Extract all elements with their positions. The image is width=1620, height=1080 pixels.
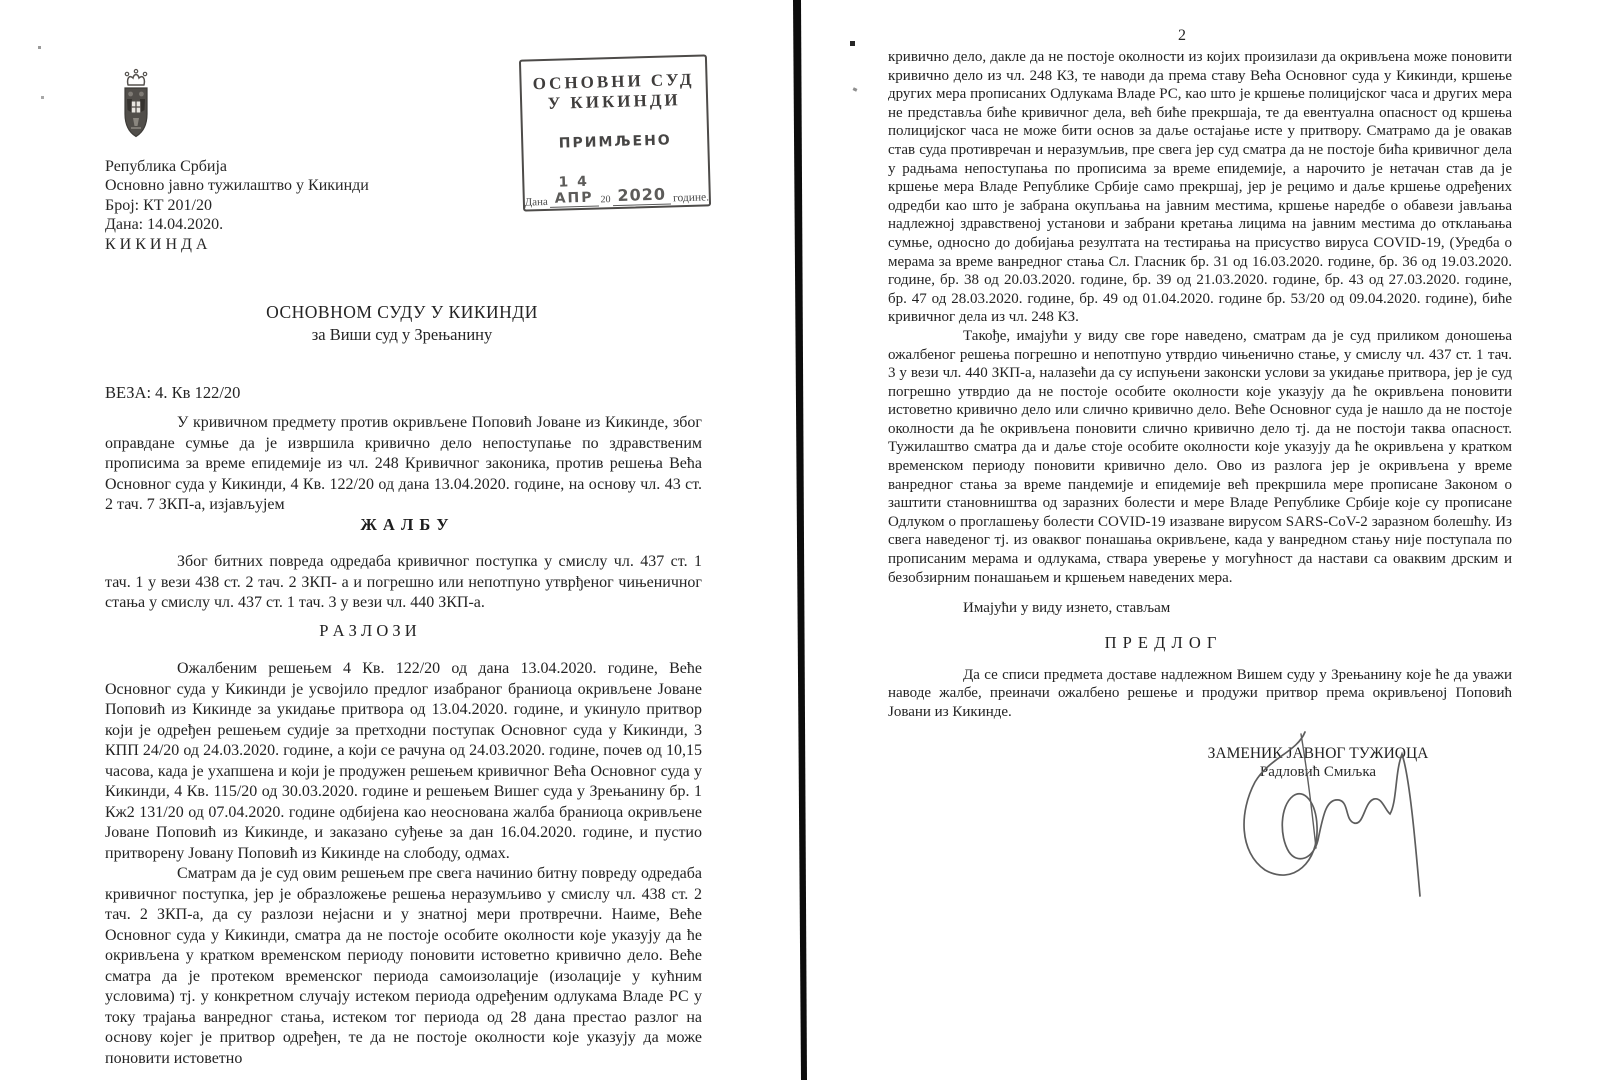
stamp-date-prefix: Дана: [524, 195, 548, 209]
stamp-court-line1: ОСНОВНИ СУД: [532, 69, 695, 94]
reasons-paragraph-1: Ожалбеним решењем 4 Кв. 122/20 од дана 13.04.2020. године, Веће Основног суда у Кикинди је усвојило предлог изабраног браниоца окривљене Јоване Поповић из Кикинде за укидање притвора од 13.04.2020. године, и укинуло притвор који је одређен решењем судије за претходни поступак Основног суда у Кикинди, 3 КПП 24/20 од 24.03.2020. године, а који се рачуна од 24.03.2020. године, почев од 10,15 часова, када је ухапшена и који је продужен решењем кривичног Већа Основног суда у Кикинди, 4 Кв. 115/20 од 30.03.2020. године и решењем Вишег суда у Зрењанину бр. 1 Кж2 131/20 од 07.04.2020. године одбијена као неоснована жалба браниоца окривљене Јоване Поповић из Кикинде, и заказано суђење за дан 16.04.2020. године, и пустио притворену Јовану Поповић из Кикинде на слободу, одмах.: [105, 660, 702, 862]
addressee-block: [102, 300, 702, 346]
appeal-heading: Ж А Л Б У: [360, 515, 450, 534]
appeal-grounds-paragraph: Због битних повреда одредаба кривичног поступка у смислу чл. 437 ст. 1 тач. 1 у вези 438 ст. 2 тач. 2 ЗКП- а и погрешно или непотпуно утврђеног чињеничног стања у смислу чл. 437 ст. 1 тач. 3 у вези чл. 440 ЗКП-а.: [105, 553, 702, 611]
sender-block: [105, 157, 369, 254]
case-reference: ВЕЗА: 4. Кв 122/20: [105, 383, 241, 402]
stamp-date-suffix: године.: [672, 191, 710, 205]
body-paragraph-1: кривично дело, дакле да не постоје околности из којих произилази да окривљена може поновити кривично дело из чл. 248 КЗ, те наводи да према ставу Већа Основног суда у Кикинди, кршење других мера прописаних Одлукама Владе РС, као што је кршење полицијског часа и других мера не представља биће кривичног дела, већ биће прекршаја, те да евентуална опасност од кршења полицијског часа не може бити основ за даље остајање исте у притвору. Сматрамо да је овакав став суда противречан и неразумљив, пре свега јер суд сматра да не постоје бића кривичног дела у радњама непоступања по прописима за време епидемије, а нарочито је нетачан став да је кршење мера Владе Републике Србије само прекршај, јер је рецимо и даље кршење одређених одредби као што је забрана окупљања на јавним местима, кршење наредбе о обавези јављања надлежној здравственој установи и забрани кретања лицима на јавним местима до отклањања сумње, односно до добијања резултата на тестирања на присуство вируса COVID-19, (Уредба о мерама за време ванредног стања Сл. Гласник бр. 31 од 16.03.2020. године, бр. 36 од 19.03.2020. године, бр. 38 од 20.03.2020. године, бр. 39 од 21.03.2020. године, бр. 43 од 27.03.2020. године, бр. 47 од 28.03.2020. године, бр. 49 од 01.04.2020. године бр. 53/20 од 09.04.2020. године), биће кривичног дела из чл. 248 КЗ.: [888, 49, 1512, 326]
stamp-court-line2: У КИКИНДИ: [547, 90, 681, 113]
case-number: Број: КТ 201/20: [105, 196, 212, 214]
proposal-paragraph: Да се списи предмета доставе надлежном Вишем суду у Зрењанину које ће да уважи наводе жалбе, преиначи ожалбено решење и продужи притвор према окривљеној Поповић Јовани из Кикинде.: [888, 666, 1512, 720]
reasons-paragraph-2: Сматрам да је суд овим решењем пре свега начинио битну повреду одредаба кривичног поступка, јер је образложење решења неразумљиво у смислу чл. 438 ст. 2 тач. 2 ЗКП-а, да су разлози нејасни и у знатној мери протвречни. Наиме, Веће Основног суда у Кикинди, сматра да не постоје особите околности које указују да ће окривљена у кратком временском периоду поновити истоветно кривично дело. Веће сматра да је протеком временског периода самоизолације (изолације у кућним условима) тј. у конкретном случају истеком периода одређеним одлукама Владе РС у току трајања ванредног стања, истеком тог периода од 28 дана престао разлог на основу којег је притвор одређен, те да не постоје околности које указују да може поновити истоветно: [105, 865, 702, 1067]
sender-country: Република Србија: [105, 158, 227, 175]
sender-office: Основно јавно тужилаштво у Кикинди: [105, 177, 369, 195]
page-2: [810, 0, 1620, 1080]
page-1: [0, 0, 790, 1080]
stamp-date-line: [524, 170, 709, 208]
stamp-received-label: ПРИМЉЕНО: [558, 132, 672, 152]
addressee-title: ОСНОВНОМ СУДУ У КИКИНДИ: [266, 302, 538, 322]
sender-city: К И К И Н Д А: [105, 235, 208, 253]
received-stamp: [519, 54, 711, 211]
letter-date: Дана: 14.04.2020.: [105, 216, 224, 234]
intro-paragraph: У кривичном предмету против окривљене Поповић Јоване из Кикинде, због оправдане сумње да је извршила кривично дело непоступање по здравственим прописима за време епидемије из чл. 248 Кривичног законика, против решења Већа Основног суда у Кикинди, 4 Кв. 122/20 од дана 13.04.2020. године, на основу чл. 43 ст. 2 тач. 7 ЗКП-а, изјављујем: [105, 414, 702, 513]
page-2-column: [888, 26, 1512, 934]
reasons-section: [105, 659, 702, 1069]
proposal-heading: П Р Е Д Л О Г: [1104, 632, 1218, 652]
page-number: 2: [1178, 27, 1186, 44]
closing-line: Имајући у виду изнето, стављам: [963, 600, 1171, 617]
signer-title: ЗАМЕНИК ЈАВНОГ ТУЖИОЦА: [1207, 744, 1429, 762]
stamp-date-day-month: 1 4 АПР: [549, 173, 599, 207]
signature-block: [1168, 744, 1468, 934]
addressee-subtitle: за Виши суд у Зрењанину: [311, 325, 493, 344]
stamp-date-year: 2020: [612, 184, 671, 206]
signer-name: Радловић Смиљка: [1259, 763, 1377, 780]
stamp-printed-year: 20: [600, 194, 611, 206]
page-divider: [790, 0, 810, 1080]
body-paragraph-2: Такође, имајући у виду све горе наведено, сматрам да је суд приликом доношења ожалбеног решења погрешно и непотпуно утврдио чињенично стање, у смислу чл. 437 ст. 1 тач. 3 у вези чл. 440 ЗКП-а, налазећи да су испуњени законски услови за укидање притвора, јер је суд погрешно утврдио да не постоје особите околности које указују да ће окривљена поновити истоветно кривично дело или слично кривично дело. Веће Основног суда је нашло да не постоје околности да ће окривљена поновити слично кривично дело тј. да не постоји таква опасност. Тужилаштво сматра да и даље стоје особите околности које указују да ће окривљена у кратком временском периоду поновити кривично дело. Ово из разлога јер је окривљена у време ванредног стања за време пандемије и епидемије већ прекршила мере прописане Законом о заштити становништва од заразних болести и мере Владе Републике Србије које су прописане Одлуком о проглашењу болести COVID-19 изазване вирусом SARS-CoV-2 заразном болешћу. Из свега наведеног тј. из оваквог понашања окривљене, када у ванредном стању није поступала по прописаним мерама и одлукама, ствара уверење у могућност да настави са оваквим дрским и безобзирним понашањем и кршењем наведених мера.: [888, 327, 1512, 586]
serbia-coat-of-arms-icon: [116, 68, 156, 146]
reasons-heading: Р А З Л О З И: [319, 621, 417, 640]
